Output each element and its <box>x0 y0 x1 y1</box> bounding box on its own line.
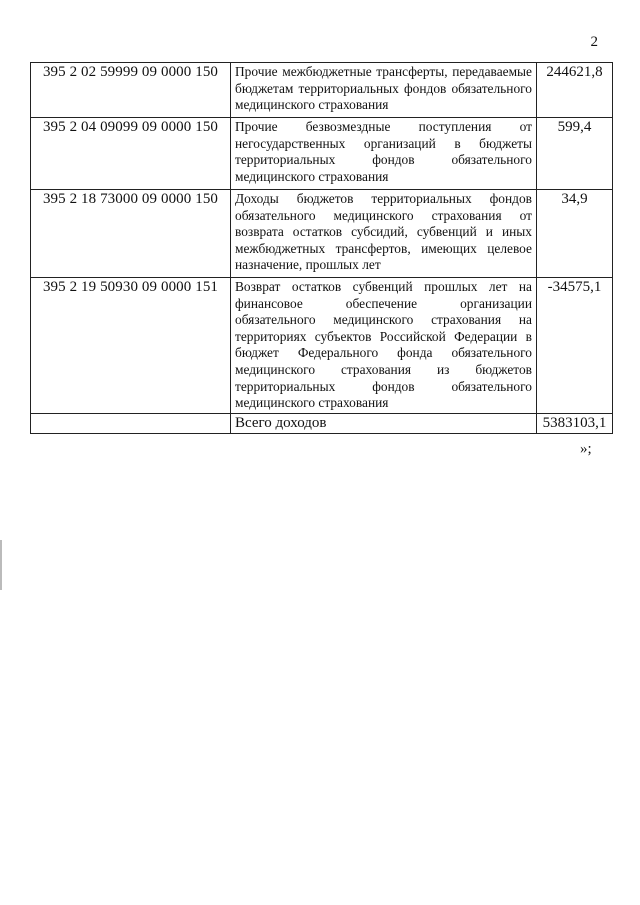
description-cell: Прочие межбюджетные трансферты, передаваемые бюджетам территориальных фондов обязательного медицинского страхования <box>231 63 537 118</box>
closing-quote-mark: »; <box>580 441 592 457</box>
description-cell: Возврат остатков субвенций прошлых лет на финансовое обеспечение организации обязательного медицинского страхования на территориях субъектов Российской Федерации в бюджет Федерального фонда обязательного медицинского страхования из бюджетов территориальных фондов обязательного медицинского страхования <box>231 278 537 414</box>
table-row <box>31 63 613 118</box>
amount-cell: 599,4 <box>537 118 613 190</box>
revenue-table <box>30 62 613 434</box>
amount-cell: 34,9 <box>537 190 613 278</box>
total-label: Всего доходов <box>231 414 537 434</box>
total-code-cell <box>31 414 231 434</box>
total-amount: 5383103,1 <box>537 414 613 434</box>
scan-artifact <box>0 540 2 590</box>
budget-code-cell: 395 2 04 09099 09 0000 150 <box>31 118 231 190</box>
table-row <box>31 278 613 414</box>
total-row <box>31 414 613 434</box>
budget-code-cell: 395 2 18 73000 09 0000 150 <box>31 190 231 278</box>
description-cell: Прочие безвозмездные поступления от негосударственных организаций в бюджеты территориальных фондов обязательного медицинского страхования <box>231 118 537 190</box>
amount-cell: -34575,1 <box>537 278 613 414</box>
budget-code-cell: 395 2 19 50930 09 0000 151 <box>31 278 231 414</box>
budget-code-cell: 395 2 02 59999 09 0000 150 <box>31 63 231 118</box>
table-row <box>31 190 613 278</box>
table-row <box>31 118 613 190</box>
description-cell: Доходы бюджетов территориальных фондов обязательного медицинского страхования от возврата остатков субсидий, субвенций и иных межбюджетных трансфертов, имеющих целевое назначение, прошлых лет <box>231 190 537 278</box>
amount-cell: 244621,8 <box>537 63 613 118</box>
page-number: 2 <box>590 34 598 50</box>
